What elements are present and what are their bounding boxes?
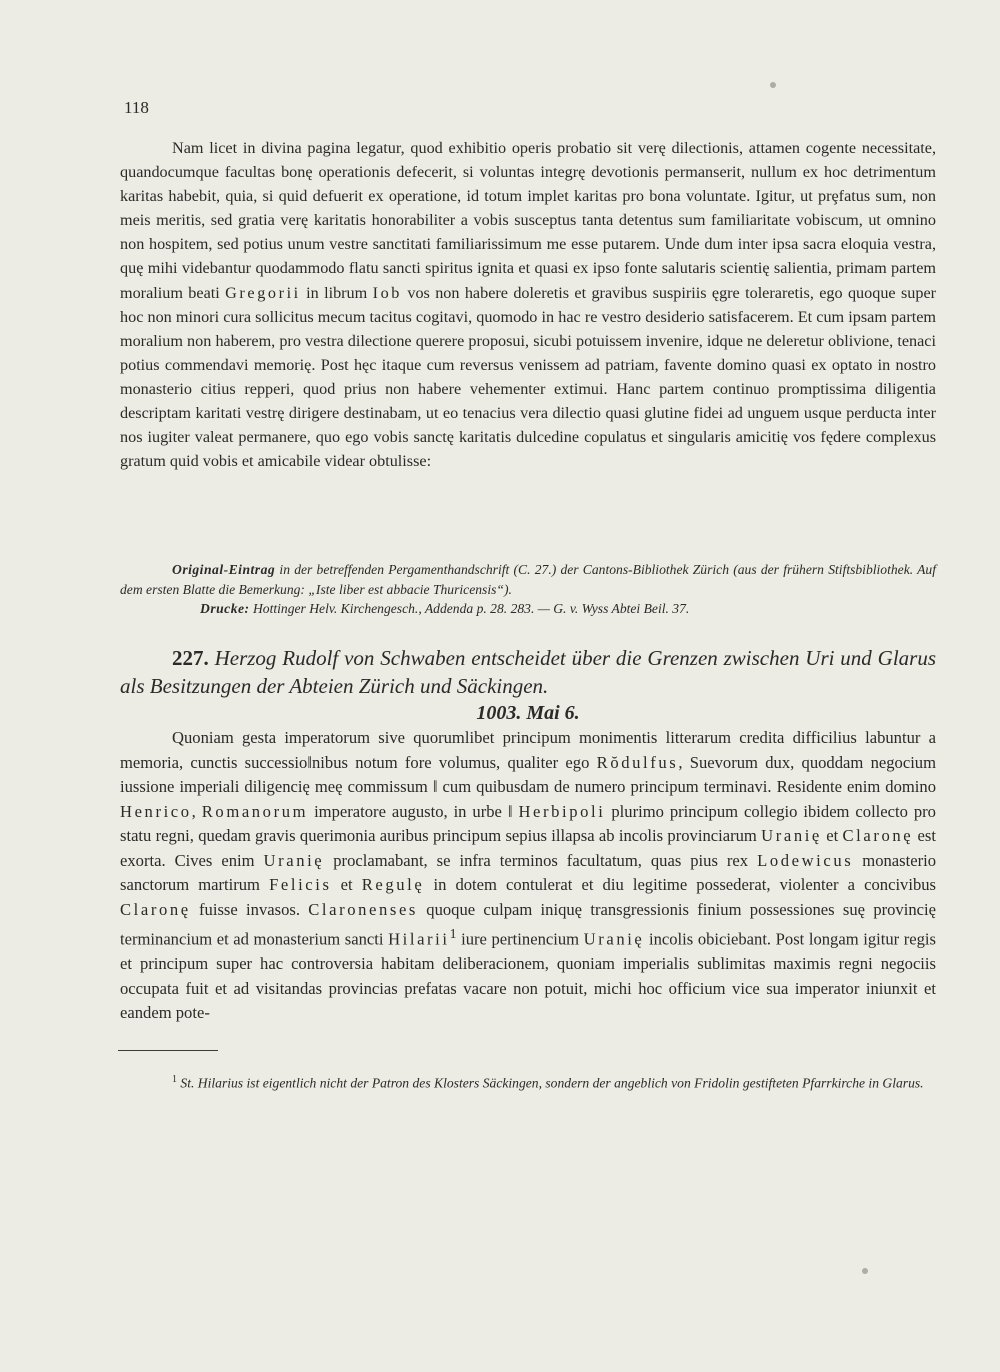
name-rodulfus: Rŏdulfus: [596, 752, 679, 772]
name-clarone: Claronę: [120, 899, 191, 919]
charter-paragraph: [120, 726, 936, 1026]
footnote-divider: [118, 1050, 218, 1051]
name-lodewicus: Lodewicus: [757, 850, 854, 870]
charter-text: imperatore augusto, in urbe ‖: [314, 801, 513, 821]
charter-text: monasterio sanctorum martirum: [120, 850, 937, 894]
name-regule: Regulę: [361, 875, 425, 894]
charter-text: ,: [191, 801, 196, 821]
letter-text-part-3: vos non habere doleretis et gravibus suspiriis ęgre toleraretis, ego quoque super hoc non minori cura sollicitus mecum tacitus cogitavi, quomodo in hac re vestro desiderio satisfacerem. Et cum ipsam partem moralium non haberem, pro vestra dilectione querere proposui, sicubi potuissem invenire, idque ne deleretur oblivione, tenaci potius commendavi memorię. Post hęc itaque cum reversus venissem ad patriam, favente domino quasi ex optato in nostro monasterio citius repperi, quod prius non habere vehementer extimui. Hanc partem continuo promptissima diligentia descriptam karitati vestrę dirigere destinabam, ut eo tenacius vera dilectio quasi glutine fidei ad unguem usque perducta inter nos iugiter valeat permanere, quo ego vobis sanctę karitatis dulcedine copulatus et singularis amicitię vos fędere complexus gratum quid vobis et amicabile videar obtulisse:: [120, 283, 937, 471]
document-date: 1003. Mai 6.: [476, 702, 580, 724]
charter-text: et: [826, 826, 839, 845]
paper-spot: [862, 1268, 868, 1274]
drucke-text: Hottinger Helv. Kirchengesch., Addenda p. 28. 283. — G. v. Wyss Abtei Beil. 37.: [252, 601, 690, 616]
letter-paragraph: [120, 136, 936, 473]
name-romanorum: Romanorum: [201, 801, 309, 821]
name-uranie: Uranię: [583, 929, 645, 949]
document-number: 227.: [172, 646, 209, 670]
charter-text: plurimo principum collegio ibidem collecto pro statu regni, quedam gravis querimonia auribus principum sepius illapsa ab incolis provinciarum: [120, 801, 936, 845]
name-felicis: Felicis: [269, 875, 332, 894]
document-heading: [120, 644, 936, 700]
charter-text: est exorta. Cives enim: [120, 826, 936, 870]
original-text: in der betreffenden Pergamenthandschrift (C. 27.) der Cantons-Bibliothek Zürich (aus der frühern Stiftsbibliothek. Auf dem ersten Blatte die Bemerkung: „Iste liber est abbacie Thuricensis“).: [120, 562, 936, 597]
name-claronenses: Claronenses: [308, 899, 418, 919]
original-label: Original-Eintrag: [172, 562, 276, 577]
letter-text-part-2: in librum: [306, 283, 368, 302]
name-iob: Iob: [372, 283, 402, 302]
footnote-mark: 1: [172, 1074, 177, 1085]
charter-text: quoque culpam iniquę transgressionis finium possessiones suę provincię terminancium et ad monasterium sancti: [120, 899, 936, 949]
page-number: 118: [124, 98, 149, 117]
name-uranie: Uranię: [761, 826, 822, 845]
name-uranie: Uranię: [263, 850, 325, 870]
letter-text-part-1: Nam licet in divina pagina legatur, quod exhibitio operis probatio sit verę dilectionis, attamen cogente necessitate, quandocumque facultas bonę operationis defecerit, si voluntas integrę devotionis permanserit, nullum ex hoc detrimentum karitas habebit, quia, si quid defuerit ex operatione, id totum implet karitas pro bona voluntate. Igitur, ut prȩfatus sum, non meis meritis, sed gratia verę karitatis honorabiliter a vobis susceptus tanta detentus sum familiaritate vobiscum, ut omnino non hospitem, sed potius unum vestre sanctitati familiarissimum me esse putarem. Unde dum inter ipsa sacra eloquia vestra, quę mihi videbantur quodammodo flatu sancti spiritus ignita et quasi ex ipso fonte salutaris scientię salientia, primam partem moralium beati: [120, 139, 936, 302]
name-gregorii: Gregorii: [225, 283, 301, 302]
charter-text: proclamabant, se infra terminos facultatum, quas pius rex: [333, 850, 749, 870]
name-henrico: Henrico: [120, 801, 192, 821]
footnote: [120, 1070, 936, 1093]
charter-text: fuisse invasos.: [199, 899, 300, 919]
footnote-reference[interactable]: 1: [449, 926, 457, 941]
document-title: Herzog Rudolf von Schwaben entscheidet über die Grenzen zwischen Uri und Glarus als Besitzungen der Abteien Zürich und Säckingen.: [120, 646, 936, 698]
charter-text: , Suevorum dux, quoddam negocium iussione imperiali diligencię meę commissum ‖ cum quibusdam de numero principum terminavi. Residente enim domino: [120, 752, 937, 796]
name-clarone: Claronę: [842, 826, 914, 845]
source-notes: [120, 560, 936, 619]
charter-text: incolis obiciebant. Post longam igitur regis et principum super hac controversia habitam deliberacionem, quoniam imperialis sublimitas maximis regni negociis occupata fuit et ad visitandas provincias prefatas vacare non potuit, michi hoc officium vice sua imperator iniunxit et eandem pote-: [120, 929, 936, 1023]
charter-text: iure pertinencium: [461, 929, 580, 949]
name-herbipoli: Herbipoli: [518, 801, 606, 821]
charter-text: Quoniam gesta imperatorum sive quorumlibet principum monimentis litterarum credita difficilius labuntur a memoria, cunctis successio‖nibus notum fore volumus, qualiter ego: [120, 728, 936, 772]
charter-text: et: [340, 875, 353, 894]
drucke-label: Drucke:: [200, 601, 250, 616]
footnote-text: St. Hilarius ist eigentlich nicht der Patron des Klosters Säckingen, sondern der angeblich von Fridolin gestifteten Pfarrkirche in Glarus.: [180, 1075, 924, 1091]
paper-spot: [770, 82, 776, 88]
charter-text: in dotem contulerat et diu legitime possederat, violenter a concivibus: [433, 875, 937, 894]
name-hilarii: Hilarii: [388, 929, 450, 949]
